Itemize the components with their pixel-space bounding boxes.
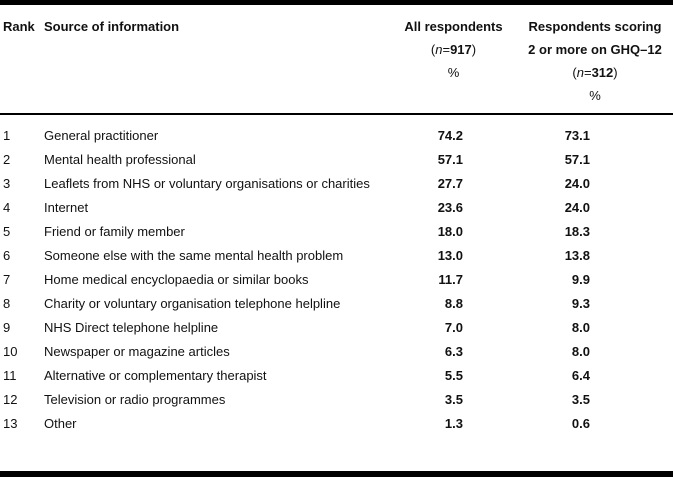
ghq-cell: 13.8: [564, 248, 590, 263]
header-all-respondents-title: All respondents: [404, 19, 503, 34]
rank-cell: 11: [3, 368, 17, 383]
source-cell: Television or radio programmes: [44, 392, 226, 407]
all-respondents-cell: 8.8: [444, 296, 463, 311]
table-row: [0, 220, 673, 244]
all-respondents-cell: 11.7: [438, 272, 463, 287]
source-cell: Leaflets from NHS or voluntary organisations or charities: [44, 176, 370, 191]
rank-cell: 9: [3, 320, 11, 335]
bottom-rule: [0, 471, 673, 477]
all-respondents-cell: 23.6: [437, 200, 463, 215]
source-cell: NHS Direct telephone helpline: [44, 320, 219, 335]
table-row: [0, 244, 673, 268]
ghq-cell: 0.6: [571, 416, 590, 431]
source-cell: Other: [44, 416, 77, 431]
rank-cell: 2: [3, 152, 11, 167]
source-cell: Alternative or complementary therapist: [44, 368, 267, 383]
rank-cell: 5: [3, 224, 11, 239]
header-all-respondents: [390, 15, 517, 107]
n-symbol: n: [435, 42, 443, 57]
table-row: [0, 148, 673, 172]
source-cell: Friend or family member: [44, 224, 185, 239]
rank-cell: 8: [3, 296, 11, 311]
source-cell: Someone else with the same mental health problem: [44, 248, 344, 263]
all-respondents-cell: 3.5: [444, 392, 463, 407]
rank-cell: 12: [3, 392, 18, 407]
ghq-cell: 6.4: [571, 368, 590, 383]
source-cell: Charity or voluntary organisation telephone helpline: [44, 296, 341, 311]
rank-cell: 1: [3, 128, 11, 143]
source-cell: General practitioner: [44, 128, 159, 143]
table-row: [0, 268, 673, 292]
source-cell: Newspaper or magazine articles: [44, 344, 230, 359]
all-respondents-cell: 13.0: [437, 248, 463, 263]
paren-close: ): [471, 42, 477, 57]
paren-open: (: [430, 42, 436, 57]
table-row: [0, 292, 673, 316]
header-all-respondents-percent: %: [447, 65, 460, 80]
header-ghq-percent: %: [589, 88, 601, 103]
table-row: [0, 124, 673, 148]
ghq-cell: 3.5: [571, 392, 590, 407]
table-header: [0, 5, 673, 113]
ghq-cell: 24.0: [564, 176, 590, 191]
paren-close: ): [613, 65, 618, 80]
all-respondents-cell: 57.1: [437, 152, 463, 167]
rank-cell: 13: [3, 416, 18, 431]
n-symbol: n: [576, 65, 584, 80]
table-row: [0, 340, 673, 364]
all-respondents-cell: 6.3: [444, 344, 463, 359]
table-row: [0, 196, 673, 220]
header-ghq-title-line2: 2 or more on GHQ–12: [528, 42, 662, 57]
source-cell: Mental health professional: [44, 152, 196, 167]
source-cell: Internet: [44, 200, 89, 215]
table-row: [0, 364, 673, 388]
table-row: [0, 316, 673, 340]
table-row: [0, 172, 673, 196]
all-respondents-cell: 1.3: [444, 416, 463, 431]
header-ghq-title-line1: Respondents scoring: [528, 19, 662, 34]
ghq-cell: 9.9: [571, 272, 590, 287]
header-ghq: [517, 15, 673, 107]
ghq-cell: 24.0: [564, 200, 590, 215]
header-rank: Rank: [3, 19, 35, 34]
all-respondents-cell: 74.2: [437, 128, 463, 143]
rank-cell: 10: [3, 344, 18, 359]
paren-open: (: [572, 65, 577, 80]
all-respondents-cell: 7.0: [444, 320, 463, 335]
equals-sign: =: [442, 42, 451, 57]
rank-cell: 3: [3, 176, 11, 191]
rank-cell: 6: [3, 248, 11, 263]
table-row: [0, 412, 673, 436]
ghq-cell: 57.1: [564, 152, 590, 167]
ghq-cell: 8.0: [571, 344, 590, 359]
source-cell: Home medical encyclopaedia or similar books: [44, 272, 309, 287]
ghq-cell: 9.3: [571, 296, 590, 311]
all-respondents-cell: 18.0: [437, 224, 463, 239]
table-body: [0, 115, 673, 436]
all-respondents-cell: 5.5: [444, 368, 463, 383]
ghq-cell: 18.3: [564, 224, 590, 239]
n-value: 917: [450, 42, 472, 57]
rank-cell: 4: [3, 200, 11, 215]
ghq-cell: 8.0: [571, 320, 590, 335]
equals-sign: =: [583, 65, 592, 80]
rank-cell: 7: [3, 272, 11, 287]
header-all-respondents-n: [390, 38, 517, 61]
all-respondents-cell: 27.7: [437, 176, 463, 191]
header-ghq-n: [517, 61, 673, 84]
header-source: Source of information: [44, 19, 180, 34]
n-value: 312: [591, 65, 614, 80]
ghq-cell: 73.1: [564, 128, 590, 143]
table-row: [0, 388, 673, 412]
